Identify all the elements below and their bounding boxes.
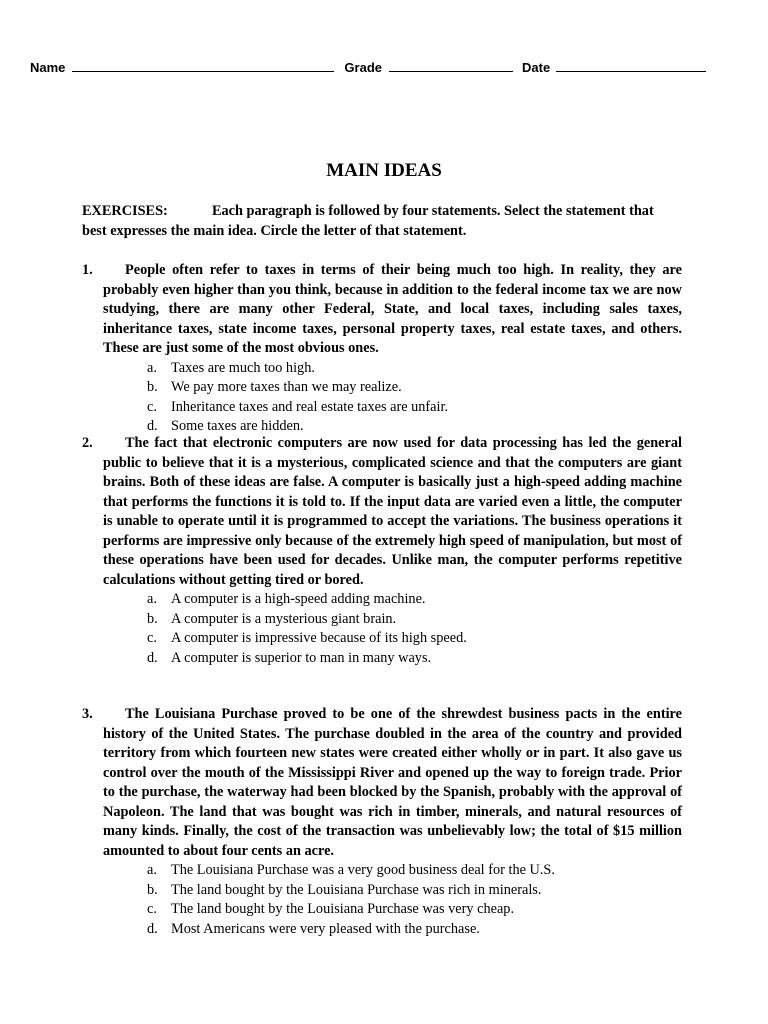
option-text: A computer is impressive because of its high speed. [171,630,467,646]
option-text: Taxes are much too high. [171,359,315,376]
option-letter: c. [147,901,157,917]
answer-option-c[interactable] [82,629,682,649]
question-number: 2. [82,435,93,451]
student-info-header [30,58,706,75]
option-text: A computer is a high-speed adding machine. [171,591,426,607]
instructions-text: Each paragraph is followed by four statements. Select the statement that best expresses the main idea. Circle the letter of that statement. [82,203,654,239]
option-letter: b. [147,610,158,627]
question-number: 3. [82,706,93,722]
answer-option-a[interactable] [82,590,682,610]
option-letter: d. [147,418,158,434]
answer-option-b[interactable] [82,610,682,630]
option-text: Most Americans were very pleased with the purchase. [171,920,480,937]
answer-option-a[interactable] [82,359,682,379]
question-text: People often refer to taxes in terms of their being much too high. In reality, they are probably even higher than you think, because in addition to the federal income tax we are now studying, there are many other Federal, State, and local taxes, including sales taxes, inheritance taxes, state income taxes, personal property taxes, real estate taxes, and others. These are just some of the most obvious ones. [103,262,682,356]
instructions-label: EXERCISES: [82,203,168,219]
question-1 [82,261,682,437]
name-blank-line [72,58,334,72]
question-paragraph [82,705,682,861]
option-letter: b. [147,379,158,395]
answer-options [82,359,682,437]
question-2 [82,434,682,668]
answer-option-c[interactable] [82,900,682,920]
name-label: Name [30,60,66,75]
page-title: MAIN IDEAS [326,160,442,181]
date-blank-line [556,58,706,72]
option-text: Inheritance taxes and real estate taxes are unfair. [171,398,449,415]
answer-option-d[interactable] [82,649,682,669]
question-paragraph [82,261,682,359]
option-letter: a. [147,591,157,607]
answer-option-a[interactable] [82,861,682,881]
option-letter: d. [147,920,158,937]
question-paragraph [82,434,682,590]
option-letter: a. [147,359,157,376]
instructions [82,202,680,241]
option-letter: b. [147,881,158,898]
option-text: Some taxes are hidden. [171,418,304,434]
option-letter: a. [147,862,157,878]
question-3 [82,705,682,939]
question-number: 1. [82,262,93,278]
option-text: The land bought by the Louisiana Purchase was very cheap. [171,901,515,917]
answer-options [82,590,682,668]
answer-option-d[interactable] [82,920,682,940]
option-text: We pay more taxes than we may realize. [171,379,402,395]
grade-label: Grade [344,60,382,75]
option-letter: d. [147,649,158,666]
option-text: A computer is superior to man in many ways. [171,649,432,666]
answer-options [82,861,682,939]
question-text: The fact that electronic computers are now used for data processing has led the general public to believe that it is a mysterious, complicated science and that the computers are giant brains. Both of these ideas are false. A computer is basically just a high-speed adding machine that performs the functions it is told to. If the input data are varied even a little, the computer is unable to operate until it is programmed to accept the variations. The business operations it performs are impressive only because of the extremely high speed of manipulation, but most of these operations have been used for decades. Unlike man, the computer performs repetitive calculations without getting tired or bored. [103,435,682,588]
option-text: The Louisiana Purchase was a very good business deal for the U.S. [171,862,555,878]
option-text: The land bought by the Louisiana Purchase was rich in minerals. [171,881,542,898]
option-letter: c. [147,398,157,415]
answer-option-b[interactable] [82,378,682,398]
date-label: Date [522,60,551,75]
grade-blank-line [389,58,513,72]
option-letter: c. [147,630,157,646]
option-text: A computer is a mysterious giant brain. [171,610,397,627]
answer-option-c[interactable] [82,398,682,418]
answer-option-b[interactable] [82,881,682,901]
question-text: The Louisiana Purchase proved to be one of the shrewdest business pacts in the entire history of the United States. The purchase doubled in the area of the country and provided territory from which fourteen new states were created either wholly or in part. It also gave us control over the mouth of the Mississippi River and opened up the way to foreign trade. Prior to the purchase, the waterway had been blocked by the Spanish, probably with the approval of Napoleon. The land that was bought was rich in timber, minerals, and natural resources of many kinds. Finally, the cost of the transaction was unbelievably low; the total of $15 million amounted to about four cents an acre. [103,706,682,859]
